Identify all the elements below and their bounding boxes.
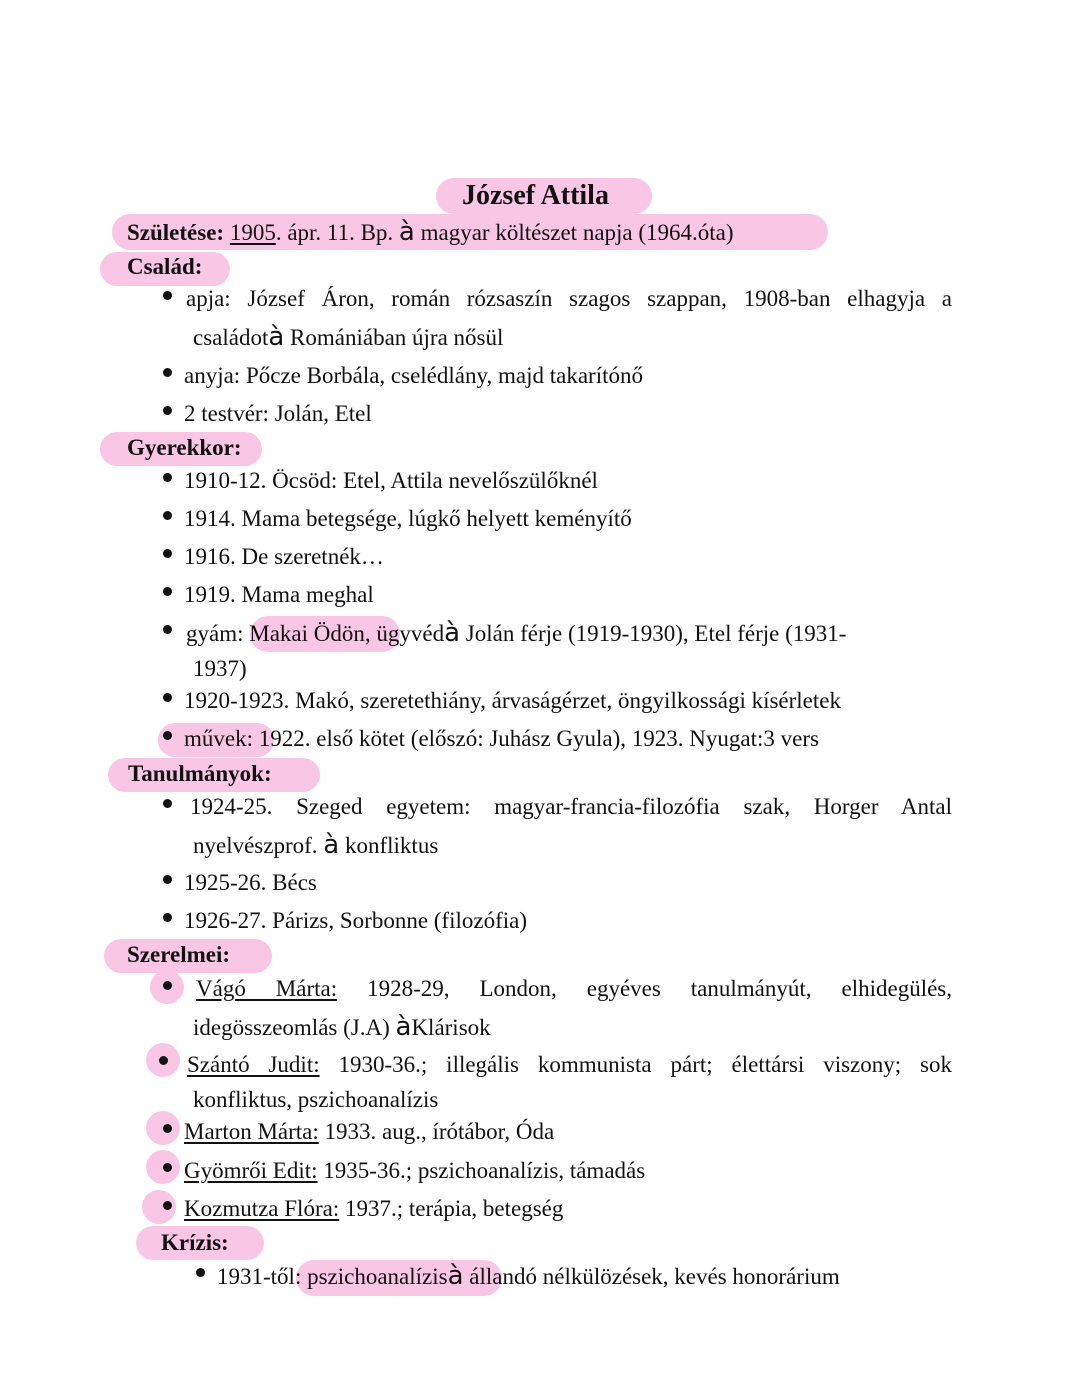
crisis-highlight-text: pszichoanalízis (307, 1264, 448, 1289)
arrow-icon: à (268, 322, 285, 352)
love-marton: Marton Márta: 1933. aug., írótábor, Óda (184, 1119, 555, 1144)
bullet (163, 549, 172, 558)
bullet (163, 913, 172, 922)
birth-line (127, 218, 734, 247)
childhood-heading: Gyerekkor: (127, 435, 242, 460)
bullet (163, 1124, 172, 1133)
studies-szeged-line1: 1924-25. Szeged egyetem: magyar-francia-filozófia szak, Horger Antal (190, 794, 952, 819)
loves-heading: Szerelmei: (127, 942, 231, 967)
works-label: művek: (184, 726, 253, 751)
love-name: Kozmutza Flóra: (184, 1196, 340, 1221)
family-heading: Család: (127, 254, 203, 279)
studies-paris: 1926-27. Párizs, Sorbonne (filozófia) (184, 908, 528, 933)
arrow-icon: à (447, 1261, 464, 1291)
arrow-icon: à (323, 830, 340, 860)
love-name: Szántó Judit: (187, 1052, 320, 1077)
childhood-item: 1910-12. Öcsöd: Etel, Attila nevelőszülőknél (184, 468, 598, 493)
bullet (163, 473, 172, 482)
arrow-icon: à (395, 1012, 412, 1042)
bullet (163, 406, 172, 415)
bullet (163, 731, 172, 740)
crisis-heading: Krízis: (161, 1230, 229, 1255)
family-father-line1: apja: József Áron, román rózsaszín szagos szappan, 1908-ban elhagyja a (186, 286, 952, 311)
bullet (196, 1268, 205, 1277)
childhood-item: 1914. Mama betegsége, lúgkő helyett keményítő (184, 506, 632, 531)
bullet (163, 875, 172, 884)
arrow-icon: à (398, 217, 415, 247)
guardian-line1: gyám: Makai Ödön, ügyvédà Jolán férje (1919-1930), Etel férje (1931- (186, 618, 847, 648)
bullet (163, 799, 172, 808)
love-vago-line1: Vágó Márta: 1928-29, London, egyéves tanulmányút, elhidegülés, (196, 976, 952, 1001)
guardian-name: Makai Ödön, (249, 621, 371, 646)
bullet (163, 693, 172, 702)
bullet (163, 1201, 172, 1210)
birth-note: magyar költészet napja (1964.óta) (414, 220, 734, 245)
bullet (163, 291, 172, 300)
love-vago-line2: idegösszeomlás (J.A) àKlárisok (193, 1012, 491, 1042)
studies-szeged-line2: nyelvészprof. à konfliktus (193, 830, 439, 860)
studies-heading: Tanulmányok: (128, 761, 272, 786)
guardian-line2: 1937) (193, 656, 247, 681)
love-name: Gyömrői Edit: (184, 1158, 318, 1183)
love-szanto-line2: konfliktus, pszichoanalízis (193, 1087, 439, 1112)
page-title: József Attila (462, 180, 609, 211)
birth-year: 1905 (229, 220, 276, 245)
crisis-item: 1931-től: pszichoanalízisà állandó nélkülözések, kevés honorárium (217, 1261, 840, 1291)
birth-date: . ápr. 11. Bp. (275, 220, 399, 245)
childhood-works: művek: 1922. első kötet (előszó: Juhász Gyula), 1923. Nyugat:3 vers (184, 726, 819, 751)
family-siblings: 2 testvér: Jolán, Etel (184, 401, 372, 426)
arrow-icon: à (444, 618, 461, 648)
childhood-item: 1916. De szeretnék… (184, 544, 384, 569)
bullet (163, 625, 172, 634)
childhood-item: 1919. Mama meghal (184, 582, 374, 607)
bullet (163, 511, 172, 520)
bullet (163, 587, 172, 596)
love-szanto-line1: Szántó Judit: 1930-36.; illegális kommunista párt; élettársi viszony; sok (187, 1052, 952, 1077)
bullet (159, 1056, 168, 1065)
love-name: Marton Márta: (184, 1119, 319, 1144)
love-name: Vágó Márta: (196, 976, 338, 1001)
bullet (163, 981, 172, 990)
love-gyomroi: Gyömrői Edit: 1935-36.; pszichoanalízis, támadás (184, 1158, 646, 1183)
bullet (163, 368, 172, 377)
studies-vienna: 1925-26. Bécs (184, 870, 317, 895)
birth-label: Születése: (127, 220, 225, 245)
childhood-mako: 1920-1923. Makó, szeretethiány, árvaságérzet, öngyilkossági kísérletek (184, 688, 841, 713)
family-father-line2: családotà Romániában újra nősül (193, 322, 504, 352)
family-mother: anyja: Pőcze Borbála, cselédlány, majd takarítónő (184, 363, 643, 388)
love-kozmutza: Kozmutza Flóra: 1937.; terápia, betegség (184, 1196, 564, 1221)
bullet (163, 1163, 172, 1172)
